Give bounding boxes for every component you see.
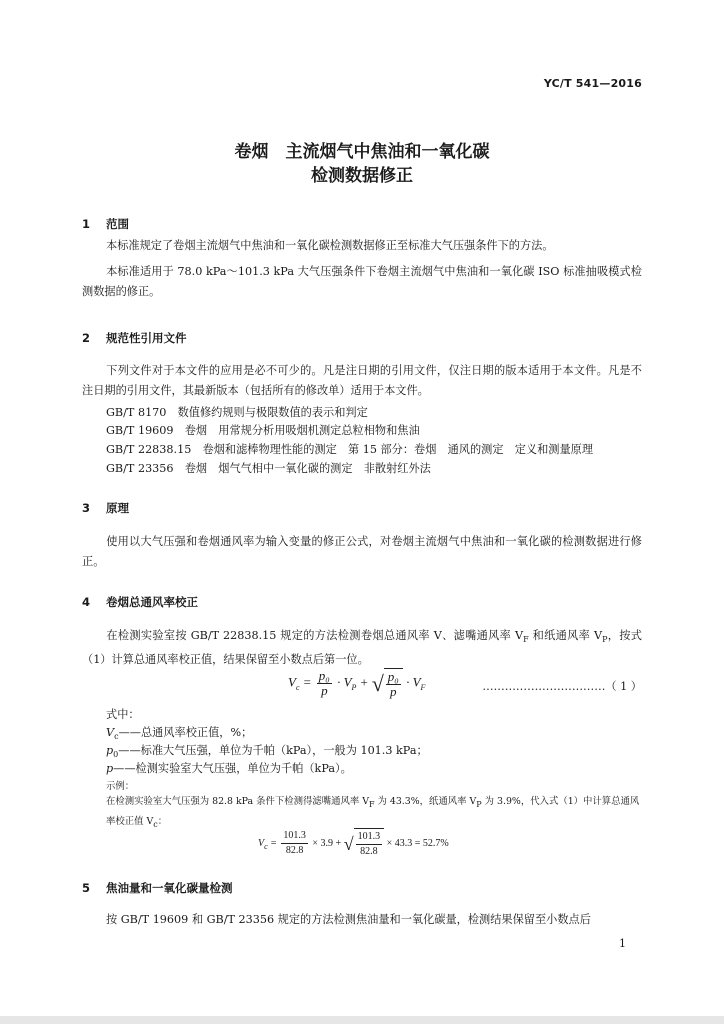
fraction-denominator: 82.8 [285, 845, 304, 856]
section-4-para-1 [82, 626, 642, 670]
paragraph-text: 按 GB/T 19609 和 GB/T 23356 规定的方法检测焦油量和一氧化碳量，检测结果保留至小数点后 [106, 913, 591, 926]
document-title-line1: 卷烟 主流烟气中焦油和一氧化碳 [234, 142, 490, 162]
section-1-para-1 [82, 236, 642, 256]
definition-dash: —— [113, 762, 136, 775]
section-number: 5 [82, 881, 91, 895]
radical-sign-icon: √ [343, 833, 354, 854]
example-label: 示例： [106, 781, 135, 792]
equation-number: ……………………………（ 1 ） [482, 680, 642, 693]
formula-operator: = [267, 837, 280, 849]
section-number: 4 [82, 595, 91, 609]
variable-symbol: p [106, 762, 114, 775]
paragraph-text: 和纸通风率 V [528, 629, 603, 642]
section-2-heading [82, 330, 187, 346]
variable-symbol: p [106, 744, 114, 757]
example-text-part: 为 43.3%，纸通风率 V [374, 796, 477, 807]
example-text [106, 793, 642, 833]
section-1-para-2 [82, 262, 642, 302]
fraction-numerator: 101.3 [281, 829, 308, 844]
normative-reference: GB/T 19609 卷烟 用常规分析用吸烟机测定总粒相物和焦油 [106, 424, 420, 437]
definition-dash: —— [118, 744, 141, 757]
normative-reference: GB/T 23356 卷烟 烟气气相中一氧化碳的测定 非散射红外法 [106, 462, 431, 475]
radical-sign-icon: √ [371, 670, 384, 696]
section-4-heading [82, 594, 198, 610]
subscript: F [420, 683, 426, 693]
section-number: 3 [82, 501, 91, 515]
subscript: 0 [113, 750, 119, 760]
subscript: F [523, 635, 529, 645]
formula-term: · V [402, 674, 421, 690]
section-5-para-1 [82, 910, 642, 930]
variable-description: 检测实验室大气压强，单位为千帕（kPa）。 [135, 762, 352, 775]
fraction [356, 830, 383, 859]
section-number: 1 [82, 217, 91, 231]
subscript: F [368, 799, 375, 809]
standard-number: YC/T 541—2016 [543, 77, 642, 90]
example-text-part: 为 3.9%，代入式（1）中计算总通风率校正值 V [106, 796, 640, 827]
fraction-denominator: p [390, 684, 397, 699]
variable-description: 标准大气压强，单位为千帕（kPa），一般为 101.3 kPa； [140, 744, 428, 757]
page-number: 1 [619, 937, 626, 950]
section-1-heading [82, 216, 129, 232]
fraction-numerator: 101.3 [356, 830, 383, 845]
section-5-heading [82, 880, 233, 896]
fraction-numerator: p₀ [387, 669, 399, 684]
example-text-part: ： [157, 815, 168, 827]
subscript: c [153, 819, 158, 829]
where-label: 式中： [106, 708, 140, 721]
fraction [386, 670, 401, 699]
document-title-line2: 检测数据修正 [311, 166, 413, 186]
variable-definition [106, 724, 252, 741]
formula-term: · V [333, 674, 352, 690]
formula-operator: = [299, 674, 315, 690]
square-root [372, 668, 403, 699]
subscript: P [351, 683, 357, 693]
fraction [281, 829, 308, 858]
paragraph-text: 使用以大气压强和卷烟通风率为输入变量的修正公式，对卷烟主流烟气中焦油和一氧化碳的检测数据进行修正。 [82, 535, 642, 568]
fraction-numerator: p₀ [318, 668, 330, 683]
formula-1 [288, 668, 425, 699]
subscript: P [602, 635, 608, 645]
subscript: c [295, 683, 300, 693]
variable-symbol: V [106, 726, 115, 739]
variable-definition [106, 760, 352, 777]
section-number: 2 [82, 331, 91, 345]
section-title: 焦油量和一氧化碳量检测 [106, 881, 233, 895]
example-text-part: 在检测实验室大气压强为 82.8 kPa 条件下检测得滤嘴通风率 V [106, 796, 369, 807]
section-title: 范围 [106, 217, 129, 231]
formula-symbol: V [258, 837, 265, 849]
subscript: P [476, 799, 482, 809]
subscript: c [264, 841, 268, 851]
formula-symbol: V [288, 674, 296, 690]
formula-term: × 43.3 = 52.7% [384, 837, 449, 849]
formula-operator: + [356, 674, 372, 690]
section-3-heading [82, 500, 129, 516]
paragraph-text: 在检测实验室按 GB/T 22838.15 规定的方法检测卷烟总通风率 V、滤嘴通风率 V [106, 629, 524, 642]
fraction-denominator: p [321, 683, 328, 698]
fraction [317, 669, 332, 698]
definition-dash: —— [118, 726, 141, 739]
paragraph-text: 本标准适用于 78.0 kPa～101.3 kPa 大气压强条件下卷烟主流烟气中焦油和一氧化碳 ISO 标准抽吸模式检测数据的修正。 [82, 265, 642, 298]
paragraph-text: 本标准规定了卷烟主流烟气中焦油和一氧化碳检测数据修正至标准大气压强条件下的方法。 [106, 239, 554, 252]
section-title: 原理 [106, 501, 129, 515]
normative-reference: GB/T 8170 数值修约规则与极限数值的表示和判定 [106, 406, 368, 419]
square-root [344, 828, 384, 859]
example-formula [258, 828, 449, 859]
variable-description: 总通风率校正值，%； [140, 726, 253, 739]
subscript: c [114, 732, 119, 742]
section-3-para-1 [82, 532, 642, 572]
section-2-para-1 [82, 361, 642, 401]
normative-reference: GB/T 22838.15 卷烟和滤棒物理性能的测定 第 15 部分：卷烟 通风的测定 定义和测量原理 [106, 443, 594, 456]
fraction-denominator: 82.8 [360, 846, 378, 857]
section-title: 规范性引用文件 [106, 331, 187, 345]
paragraph-text: 下列文件对于本文件的应用是必不可少的。凡是注日期的引用文件，仅注日期的版本适用于本文件。凡是不注日期的引用文件，其最新版本（包括所有的修改单）适用于本文件。 [82, 364, 642, 397]
paragraph-text: ，按式（1）计算总通风率校正值，结果保留至小数点后第一位。 [82, 629, 642, 667]
formula-term: × 3.9 + [309, 837, 344, 849]
section-title: 卷烟总通风率校正 [106, 595, 198, 609]
page-bottom-edge [0, 1016, 724, 1024]
variable-definition [106, 742, 428, 759]
